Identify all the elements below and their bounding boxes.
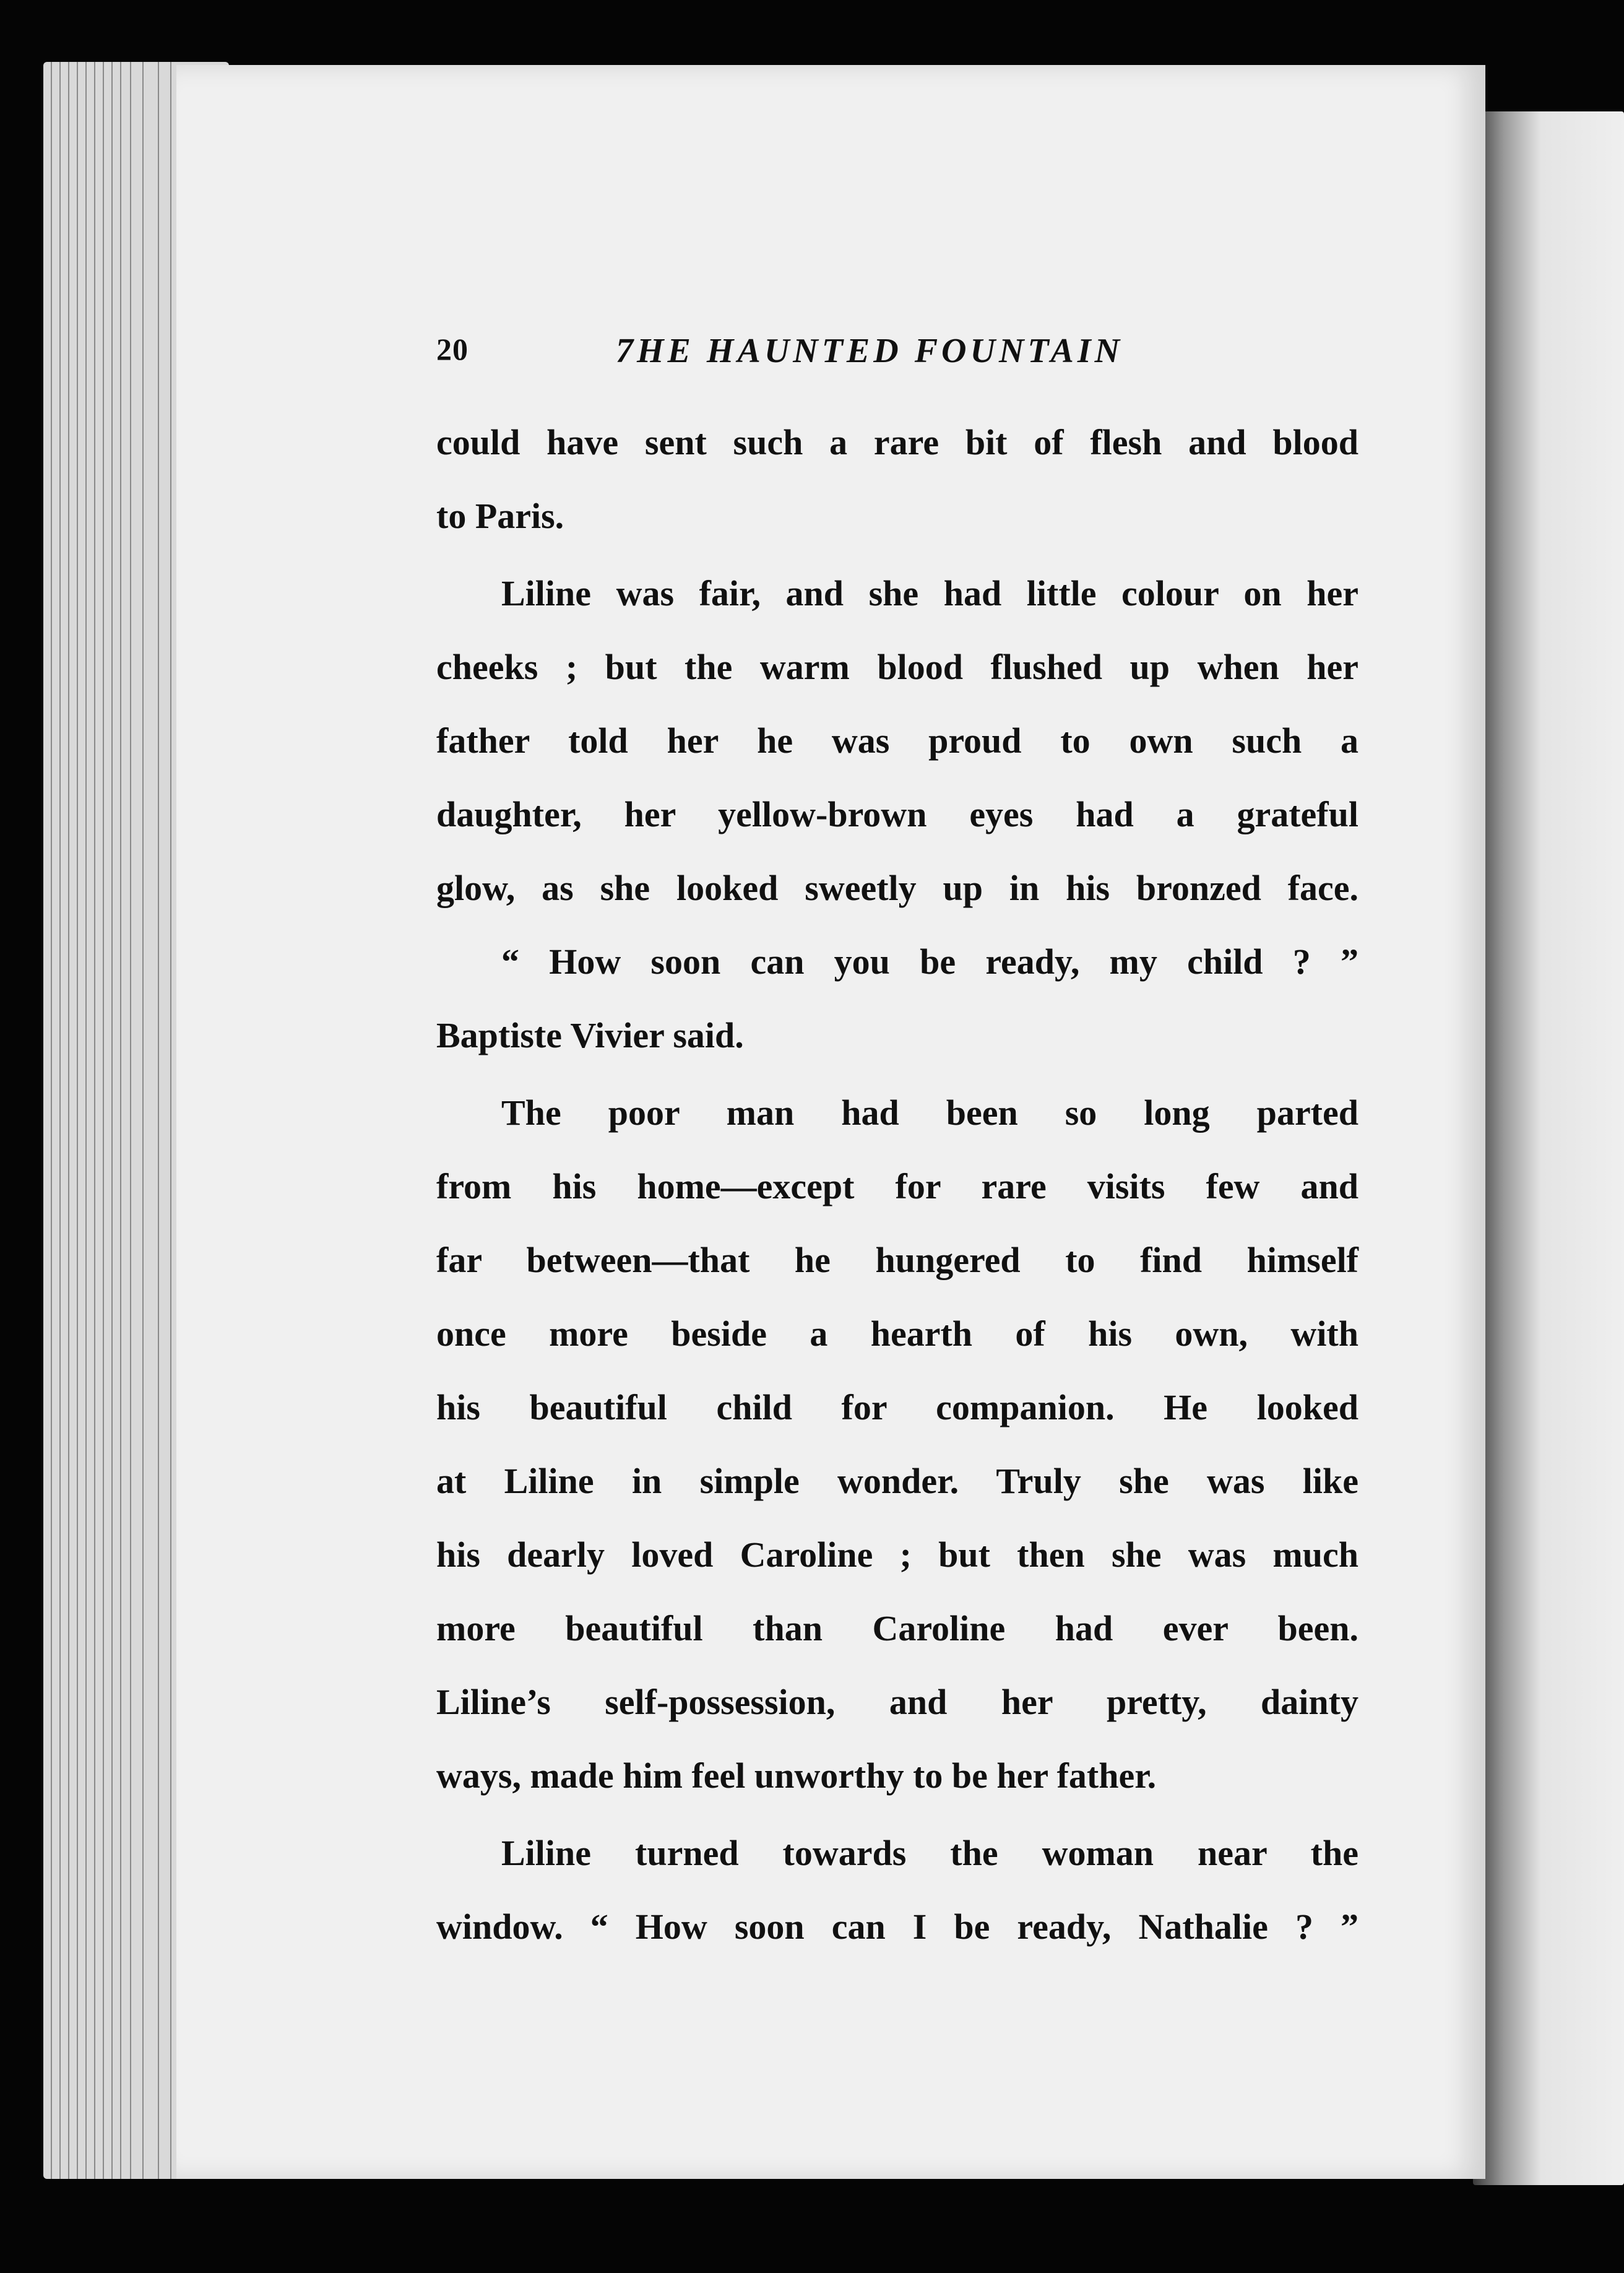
text-line: cheeks ; but the warm blood flushed up when her: [436, 647, 1358, 687]
page-number: 20: [436, 332, 469, 366]
text-line: glow, as she looked sweetly up in his bronzed face.: [436, 868, 1358, 908]
text-line: to Paris.: [436, 496, 564, 536]
facing-page-edge: [1473, 111, 1624, 2185]
text-line: more beautiful than Caroline had ever been.: [436, 1608, 1358, 1648]
book-title: 7HE HAUNTED FOUNTAIN: [616, 332, 1124, 370]
text-line: daughter, her yellow-brown eyes had a grateful: [436, 794, 1358, 834]
text-line: “ How soon can you be ready, my child ? ”: [501, 942, 1358, 982]
text-line: Liline’s self-possession, and her pretty, dainty: [436, 1682, 1358, 1722]
text-line: Liline turned towards the woman near the: [501, 1833, 1358, 1873]
text-line: his beautiful child for companion. He looked: [436, 1387, 1358, 1427]
text-line: window. “ How soon can I be ready, Nathalie ? ”: [436, 1907, 1358, 1947]
running-head: [436, 331, 1365, 381]
text-line: father told her he was proud to own such a: [436, 721, 1358, 761]
text-line: from his home—except for rare visits few and: [436, 1166, 1358, 1206]
body-text: [436, 405, 1358, 1963]
text-line: The poor man had been so long parted: [501, 1093, 1358, 1133]
text-line: ways, made him feel unworthy to be her father.: [436, 1756, 1157, 1796]
text-line: Baptiste Vivier said.: [436, 1015, 744, 1055]
text-line: far between—that he hungered to find himself: [436, 1240, 1358, 1280]
text-line: once more beside a hearth of his own, with: [436, 1314, 1358, 1354]
text-line: at Liline in simple wonder. Truly she was like: [436, 1461, 1358, 1501]
text-line: could have sent such a rare bit of flesh and blood: [436, 422, 1358, 462]
text-line: Liline was fair, and she had little colour on her: [501, 573, 1358, 613]
text-line: his dearly loved Caroline ; but then she was much: [436, 1535, 1358, 1575]
